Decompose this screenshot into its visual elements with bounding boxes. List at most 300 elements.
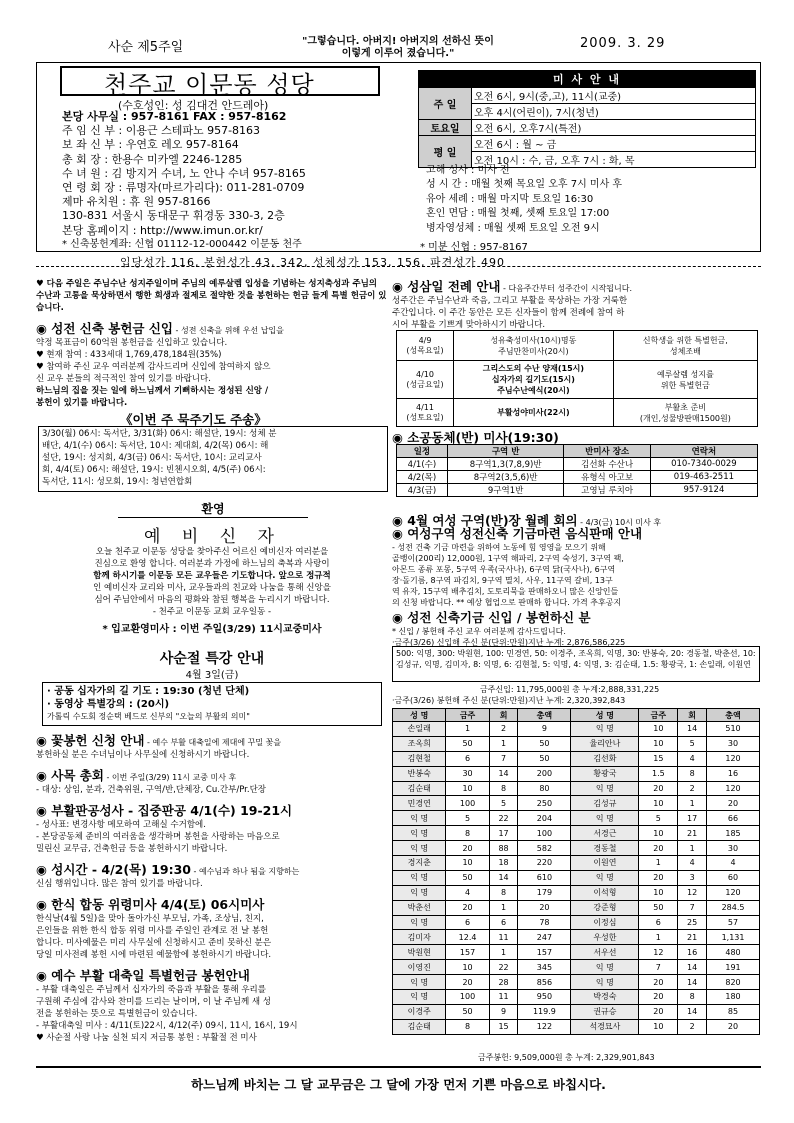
- offering-cell: 익 명: [393, 915, 446, 930]
- homepage-link[interactable]: 본당 홈페이지 : http://www.imun.or.kr/: [62, 223, 263, 237]
- offering-cell: 20: [639, 990, 678, 1005]
- offering-cell: 1: [639, 930, 678, 945]
- offering-cell: 김성규: [571, 796, 639, 811]
- offering-cell: 4: [678, 751, 707, 766]
- offering-cell: 9: [518, 722, 571, 737]
- sc-cell: 유형식 아고보: [564, 471, 650, 484]
- welcome-line: 함께 하시기를 이문동 모든 교우들은 기도합니다. 앞으로 정규적: [93, 571, 331, 581]
- sc-cell: 4/3(금): [397, 484, 448, 497]
- offering-cell: 20: [639, 1004, 678, 1019]
- sc-cell: 고영님 루치아: [564, 484, 650, 497]
- offering-cell: 345: [518, 960, 571, 975]
- table-row: [393, 826, 760, 841]
- offering-cell: 8: [678, 990, 707, 1005]
- construction-line: ♥ 참여하 주신 교우 여러분께 감사드리며 신입에 참여하지 않으: [36, 362, 271, 372]
- offering-cell: 20: [518, 900, 571, 915]
- offering-cell: 100: [446, 796, 489, 811]
- offering-header: 회: [489, 709, 518, 722]
- sc-cell: 8구역2(3,5,6)반: [447, 471, 564, 484]
- offering-cell: 강준형: [571, 900, 639, 915]
- offering-cell: 1: [678, 841, 707, 856]
- table-row: [393, 915, 760, 930]
- offering-cell: 30: [446, 766, 489, 781]
- offering-cell: 18: [489, 856, 518, 871]
- offering-cell: 50: [446, 870, 489, 885]
- offering-cell: 20: [707, 1019, 760, 1034]
- offering-cell: 10: [639, 826, 678, 841]
- offering-header: 금주: [639, 709, 678, 722]
- food-sale-line: 의 신청 바랍니다. ** 예상 협업으로 판매하 합니다. 가격 추후공지: [392, 598, 622, 607]
- offering-cell: 582: [518, 841, 571, 856]
- offering-header: 총액: [707, 709, 760, 722]
- offering-cell: 7: [639, 960, 678, 975]
- offering-cell: 손일래: [393, 722, 446, 737]
- palm-sunday-notice: ♥ 다음 주일은 주님수난 성지주일이며 주님의 예루살렘 입성을 기념하는 성지축성과 주님의 수난과 고통을 묵상하면서 행한 회생과 절제로 절약한 것을 봉헌하는 헌금 들게 특별 헌금이 있습니다.: [36, 279, 387, 313]
- offering-cell: 5: [678, 736, 707, 751]
- welcome-banner: [118, 500, 308, 547]
- food-sale-line: 장·돌기름, 8구역 파김치, 9구역 멸치, 사우, 11구역 갈비, 13구: [392, 576, 613, 585]
- table-row: [393, 856, 760, 871]
- offering-cell: 익 명: [571, 975, 639, 990]
- table-row: [393, 900, 760, 915]
- offering-cell: 204: [518, 811, 571, 826]
- footer-message: 하느님께 바치는 그 달 교무금은 그 달에 가장 먼저 기쁜 마음으로 바칩시다.: [191, 1077, 606, 1092]
- food-sale-line: - 성전 건축 기금 마련을 위하여 노동에 힘 영영을 모으기 위해: [392, 543, 606, 552]
- offering-cell: 100: [518, 826, 571, 841]
- construction-section: [36, 318, 388, 409]
- offering-cell: 익 명: [571, 781, 639, 796]
- notice-title: ◉ 한식 합동 위령미사 4/4(토) 06시미사: [36, 897, 265, 912]
- notice-title: ◉ 예수 부활 대축일 특별헌금 봉헌안내: [36, 968, 250, 983]
- offering-cell: 2: [678, 781, 707, 796]
- offering-cell: 120: [707, 751, 760, 766]
- rosary-line: 독서단, 11시: 성모회, 19시: 청년연합회: [42, 477, 193, 487]
- table-row: [397, 484, 758, 497]
- offering-title: ·금주(3/26) 봉헌해 주신 분(단위:만원)지난 누계: 2,320,392,843: [392, 696, 626, 705]
- lecture-date: 4월 3일(금): [185, 670, 239, 681]
- table-row: [393, 1004, 760, 1019]
- rosary-box: [38, 426, 388, 492]
- offering-cell: 2: [678, 1019, 707, 1034]
- mass-day: 평 일: [419, 136, 472, 168]
- food-sale-title: ◉ 여성구역 성전신축 기금마련 음식판매 안내: [392, 526, 643, 541]
- contact-line: 연 령 회 장 : 류명자(마르가리다): 011-281-0709: [62, 181, 305, 195]
- offering-cell: 185: [707, 826, 760, 841]
- offering-cell: 20: [639, 781, 678, 796]
- offering-cell: 10: [639, 796, 678, 811]
- offering-cell: 57: [707, 915, 760, 930]
- offering-cell: 익 명: [571, 722, 639, 737]
- offering-cell: 민경연: [393, 796, 446, 811]
- offering-cell: 김순태: [393, 781, 446, 796]
- notice-line: 신심 행위입니다. 많은 참여 있기를 바랍니다.: [36, 879, 203, 889]
- offering-cell: 반봉숙: [393, 766, 446, 781]
- notice-line: - 성사표: 변경사항 메모하여 고해실 수거함에.: [36, 820, 206, 830]
- welcome-text: [36, 546, 388, 635]
- offering-header: 총액: [518, 709, 571, 722]
- table-row: [393, 990, 760, 1005]
- offering-cell: 우성한: [571, 930, 639, 945]
- offering-cell: 3: [678, 870, 707, 885]
- donation-title: ◉ 성전 신축기금 신입 / 봉헌하신 분: [392, 610, 591, 625]
- offering-cell: 17: [489, 826, 518, 841]
- offering-table: [392, 708, 760, 1035]
- offering-cell: 익 명: [393, 870, 446, 885]
- offering-cell: 김순태: [393, 1019, 446, 1034]
- mass-time: 오전 6시 : 월 ~ 금: [472, 136, 756, 152]
- offering-cell: 황광국: [571, 766, 639, 781]
- lecture-line: · 공동 십자가의 길 기도 : 19:30 (청년 단체): [47, 686, 250, 697]
- offering-cell: 950: [518, 990, 571, 1005]
- notice-item: [36, 965, 388, 1044]
- sc-cell: 김선화 수산나: [564, 458, 650, 471]
- table-row: [393, 766, 760, 781]
- offering-cell: 익 명: [393, 811, 446, 826]
- offering-cell: 610: [518, 870, 571, 885]
- quote-line-1: "그렇습니다. 아버지! 아버지의 선하신 뜻이: [302, 36, 494, 47]
- women-meeting-title: ◉ 4월 여성 구역(반)장 월례 회의: [392, 513, 578, 528]
- table-row: [397, 458, 758, 471]
- offering-cell: 50: [518, 736, 571, 751]
- hw-date: 4/9 (성목요일): [397, 331, 454, 361]
- mass-time: 오전 10시 : 수, 금, 오후 7시 : 화, 목: [472, 152, 756, 168]
- contact-line: 제마 유치원 : 휴 원 957-8166: [62, 195, 211, 209]
- mass-info-line: 유아 세례 : 매월 마지막 토요일 16:30: [426, 193, 594, 205]
- holy-week-title: ◉ 성삼일 전례 안내: [392, 279, 501, 294]
- offering-cell: 석경묘사: [571, 1019, 639, 1034]
- welcome-line: 심어 주님안에서 마음의 평화와 참된 행복을 누리시기 바랍니다.: [94, 595, 330, 605]
- table-row: [393, 736, 760, 751]
- offering-cell: 익 명: [393, 826, 446, 841]
- offering-cell: 6: [489, 915, 518, 930]
- contact-line: 130-831 서울시 동대문구 휘경동 330-3, 2층: [62, 209, 285, 223]
- construction-line: 하느님의 집을 짓는 일에 하느님께서 기뻐하시는 정성된 신앙 /: [36, 386, 269, 396]
- offering-cell: 85: [707, 1004, 760, 1019]
- construction-note: - 성전 신축을 위해 우선 납입을: [173, 326, 284, 335]
- sc-cell: 8구역1,3(7,8,9)반: [447, 458, 564, 471]
- offering-cell: 191: [707, 960, 760, 975]
- table-row: [393, 811, 760, 826]
- table-row: [393, 751, 760, 766]
- offering-sum: 금주봉헌: 9,509,000원 총 누계: 2,329,901,843: [478, 1053, 655, 1062]
- holy-week-line: 성주간은 주님수난과 죽음, 그리고 부활을 묵상하는 가장 거룩한: [392, 296, 628, 306]
- offering-cell: 50: [446, 1004, 489, 1019]
- welcome-line: * 입교환영미사 : 이번 주일(3/29) 11시교중미사: [102, 624, 322, 635]
- offering-cell: 박춘선: [393, 900, 446, 915]
- offering-cell: 66: [707, 811, 760, 826]
- notice-line: - 본당공동체 준비의 여러움을 생각하며 봉헌을 사랑하는 마음으로: [36, 832, 280, 842]
- offering-cell: 22: [489, 960, 518, 975]
- mass-time: 오전 6시, 오후7시(특전): [472, 120, 756, 136]
- welcome-line: 인 예비신자 교리와 미사, 교우들과의 친교와 나눔을 통해 신앙을: [93, 583, 331, 593]
- offering-cell: 15: [639, 751, 678, 766]
- notice-note: - 이번 주일(3/29) 11시 교중 미사 후: [103, 773, 237, 782]
- offering-cell: 88: [489, 841, 518, 856]
- bulletin-date: 2009. 3. 29: [580, 36, 666, 51]
- offering-cell: 4: [707, 856, 760, 871]
- offering-cell: 180: [707, 990, 760, 1005]
- table-row: [393, 945, 760, 960]
- offering-cell: 4: [446, 885, 489, 900]
- notice-title: ◉ 사목 총회: [36, 768, 104, 783]
- notice-note: - 예수 부활 대축일에 제대에 꾸밀 꽃을: [144, 738, 282, 747]
- offering-cell: 60: [707, 870, 760, 885]
- table-row: [393, 722, 760, 737]
- offering-cell: 179: [518, 885, 571, 900]
- offering-cell: 14: [678, 975, 707, 990]
- sc-cell: 957-9124: [650, 484, 757, 497]
- offering-cell: 10: [639, 736, 678, 751]
- offering-cell: 14: [678, 1004, 707, 1019]
- offering-cell: 박원현: [393, 945, 446, 960]
- offering-cell: 10: [446, 856, 489, 871]
- offering-cell: 28: [489, 975, 518, 990]
- mass-misc: * 미분 신협 : 957-8167: [420, 242, 528, 253]
- footer-rule: [36, 1066, 761, 1068]
- notice-note: - 예수님과 하나 됨을 지향하는: [190, 867, 300, 876]
- table-row: [393, 975, 760, 990]
- parish-contact-list: [62, 110, 306, 252]
- notice-line: 봉헌하실 분은 수녀님이나 사무실에 신청하시기 바랍니다.: [36, 750, 250, 760]
- sc-header: 구역 반: [447, 445, 564, 458]
- table-row: [393, 960, 760, 975]
- offering-cell: 20: [446, 900, 489, 915]
- offering-cell: 20: [707, 796, 760, 811]
- hw-note: 부활초 준비 (개인,성물방판매1500원): [613, 399, 757, 427]
- offering-cell: 12.4: [446, 930, 489, 945]
- offering-body: [393, 722, 760, 1035]
- offering-cell: 율리안나: [571, 736, 639, 751]
- offering-cell: 서경근: [571, 826, 639, 841]
- construction-title: ◉ 성전 신축 봉헌금 신입: [36, 321, 173, 336]
- offering-cell: 이경주: [393, 1004, 446, 1019]
- offering-cell: 16: [678, 945, 707, 960]
- rosary-line: 3/30(월) 06시: 독서단, 3/31(화) 06시: 해설단, 19시: 성체 분: [42, 429, 277, 439]
- notice-title: ◉ 꽃봉헌 신청 안내: [36, 733, 145, 748]
- offering-cell: 6: [446, 751, 489, 766]
- donation-sum: 금주신입: 11,795,000원 총 누계:2,888,331,225: [480, 685, 660, 694]
- mass-info-list: [426, 164, 622, 236]
- offering-cell: 200: [518, 766, 571, 781]
- table-row: [393, 885, 760, 900]
- contact-line: 수 녀 원 : 김 방지거 수녀, 노 안나 수녀 957-8165: [62, 166, 306, 180]
- hw-note: 신학생을 위한 특별헌금, 성체조배: [613, 331, 757, 361]
- offering-cell: 856: [518, 975, 571, 990]
- offering-cell: 박경숙: [571, 990, 639, 1005]
- offering-cell: 11: [489, 930, 518, 945]
- welcome-title: 예 비 신 자: [144, 527, 282, 547]
- contact-line: 보 좌 신 부 : 우연호 레오 957-8164: [62, 138, 239, 152]
- offering-cell: 14: [678, 722, 707, 737]
- notice-line: 당일 미사전례 봉헌 시에 마련된 예물함에 봉헌하시기 바랍니다.: [36, 950, 272, 960]
- construction-line: 약정 목표금이 60억원 봉헌금을 신입하고 있습니다.: [36, 338, 228, 348]
- offering-header: 성 명: [393, 709, 446, 722]
- contact-line: 주 임 신 부 : 이용근 스테파노 957-8163: [62, 124, 261, 138]
- offering-cell: 익 명: [393, 975, 446, 990]
- holy-week-line: 주간입니다. 이 주간 동안은 모든 신자들이 함께 전례에 참여 하: [392, 308, 625, 318]
- offering-cell: 15: [489, 1019, 518, 1034]
- holy-week-line: 시어 부활을 기쁘게 맞아하시기 바랍니다.: [392, 320, 546, 330]
- offering-cell: 30: [707, 841, 760, 856]
- offering-cell: 2: [489, 722, 518, 737]
- hw-date: 4/11 (성토요일): [397, 399, 454, 427]
- sc-cell: 010-7340-0029: [650, 458, 757, 471]
- mass-info-line: 혼인 면담 : 매월 첫째, 셋째 토요일 17:00: [426, 208, 610, 220]
- offering-cell: 820: [707, 975, 760, 990]
- offering-cell: 10: [639, 885, 678, 900]
- holy-week-table: [396, 330, 758, 427]
- offering-cell: 권규승: [571, 1004, 639, 1019]
- table-row: [393, 1019, 760, 1034]
- offering-cell: 14: [678, 960, 707, 975]
- offering-cell: 25: [678, 915, 707, 930]
- table-row: [393, 796, 760, 811]
- holy-week-section: [392, 276, 762, 331]
- offering-cell: 김미자: [393, 930, 446, 945]
- notice-line: 은인들을 위한 한식 합동 위령 미사를 주일인 관계로 전 날 봉헌: [36, 926, 269, 936]
- women-meeting-note: - 4/3(금) 10시 미사 후: [577, 518, 662, 527]
- donation-line: ·금주(3/26) 신입해 주신 분(단위:만원)지난 누계: 2,876,586,225: [392, 638, 626, 647]
- offering-cell: 10: [446, 960, 489, 975]
- offering-cell: 22: [489, 811, 518, 826]
- mass-day: 토요일: [419, 120, 472, 136]
- offering-cell: 12: [678, 885, 707, 900]
- offering-cell: 120: [707, 885, 760, 900]
- offering-cell: 1: [639, 856, 678, 871]
- welcome-line: 진심으로 환영 합니다. 여러분과 가정에 하느님의 축복과 사랑이: [94, 559, 330, 569]
- offering-cell: 5: [639, 811, 678, 826]
- offering-cell: 1: [489, 945, 518, 960]
- offering-cell: 익 명: [571, 960, 639, 975]
- table-row: [397, 471, 758, 484]
- offering-cell: 8: [678, 766, 707, 781]
- notice-item: [36, 765, 388, 796]
- offering-cell: 1: [678, 796, 707, 811]
- sc-cell: 4/1(수): [397, 458, 448, 471]
- hw-note: 예루살렘 성지를 위한 특별헌금: [613, 361, 757, 399]
- offering-cell: 7: [678, 900, 707, 915]
- star-divider: [36, 266, 761, 267]
- offering-cell: 20: [446, 975, 489, 990]
- offering-cell: 이석형: [571, 885, 639, 900]
- notice-line: - 대상: 상임, 분과, 건축위원, 구역/반,단체장, Cu.간부/Pr.단장: [36, 785, 267, 795]
- offering-header: 성 명: [571, 709, 639, 722]
- notice-title: ◉ 부활판공성사 - 집중판공 4/1(수) 19-21시: [36, 803, 293, 818]
- week-label: 사순 제5주일: [108, 40, 184, 55]
- offering-cell: 익 명: [393, 841, 446, 856]
- offering-cell: 이정심: [571, 915, 639, 930]
- offering-cell: 익 명: [571, 811, 639, 826]
- offering-cell: 20: [446, 841, 489, 856]
- mass-title: 미 사 안 내: [419, 71, 756, 88]
- notice-item: [36, 730, 388, 761]
- offering-cell: 50: [639, 900, 678, 915]
- notice-line: ♥ 사순절 사랑 나눔 실천 되지 저금통 봉헌 : 부활절 전 미사: [36, 1033, 257, 1043]
- offering-cell: 21: [678, 826, 707, 841]
- mass-time: 오전 6시, 9시(중,고), 11시(교중): [472, 88, 756, 104]
- hw-rite: 그리스도의 수난 양재(15시) 십자가의 길기도(15시) 주님수난예식(20시): [454, 361, 614, 399]
- offering-cell: 7: [489, 751, 518, 766]
- sc-cell: 4/2(목): [397, 471, 448, 484]
- offering-cell: 10: [446, 781, 489, 796]
- sc-cell: 9구역1반: [447, 484, 564, 497]
- table-row: [393, 781, 760, 796]
- sc-header: 일정: [397, 445, 448, 458]
- offering-cell: 8: [446, 826, 489, 841]
- construction-line: ♥ 현재 참여 : 433세대 1,769,478,184원(35%): [36, 350, 222, 360]
- offering-cell: 서우선: [571, 945, 639, 960]
- lecture-box: [42, 682, 382, 726]
- offering-cell: 20: [639, 870, 678, 885]
- offering-cell: 100: [446, 990, 489, 1005]
- offering-cell: 10: [639, 1019, 678, 1034]
- notice-line: 밀린신 교무금, 건축헌금 등을 봉헌하시기 바랍니다.: [36, 844, 228, 854]
- offering-cell: 78: [518, 915, 571, 930]
- food-sale-line: 아몬드 종류 포몽, 5구역 우족(국사나), 6구역 닭(국사나), 6구역: [392, 565, 616, 574]
- offering-cell: 14: [489, 766, 518, 781]
- offering-cell: 17: [678, 811, 707, 826]
- parish-patron: (수호성인: 성 김대건 안드레아): [118, 99, 269, 112]
- hw-date: 4/10 (성금요일): [397, 361, 454, 399]
- offering-cell: 50: [518, 751, 571, 766]
- notice-line: 한식날(4월 5일)을 맞아 돌아가신 부모님, 가족, 조상님, 친지,: [36, 914, 264, 924]
- offering-cell: 120: [707, 781, 760, 796]
- welcome-line: 오늘 천주교 이문동 성당을 찾아주신 어르신 예비신자 여러분을: [95, 547, 329, 557]
- offering-cell: 5: [489, 796, 518, 811]
- offering-cell: 1: [489, 900, 518, 915]
- offering-cell: 9: [489, 1004, 518, 1019]
- offering-cell: 익 명: [571, 870, 639, 885]
- notice-line: - 부활대축일 미사 : 4/11(토)22시, 4/12(주) 09시, 11시, 16시, 19시: [36, 1021, 298, 1031]
- rosary-line: 회, 4/4(토) 06시: 해설단, 19시: 빈첸시오회, 4/5(주) 06시:: [42, 465, 266, 475]
- offering-cell: 11: [489, 990, 518, 1005]
- offering-cell: 김현철: [393, 751, 446, 766]
- offering-cell: 익 명: [393, 885, 446, 900]
- offering-cell: 119.9: [518, 1004, 571, 1019]
- notice-line: 구원해 주심에 감사와 찬미를 드리는 날이며, 이 날 주님께 새 성: [36, 997, 271, 1007]
- offering-cell: 250: [518, 796, 571, 811]
- offering-header: 금주: [446, 709, 489, 722]
- table-row: [393, 930, 760, 945]
- parish-name: 천주교 이문동 성당: [104, 71, 315, 99]
- small-community-table: [396, 444, 758, 497]
- offering-cell: 이영진: [393, 960, 446, 975]
- offering-cell: 1: [489, 736, 518, 751]
- donation-section: [392, 608, 762, 648]
- notice-list: [36, 730, 388, 1044]
- offering-cell: 8: [446, 1019, 489, 1034]
- table-row: [393, 841, 760, 856]
- offering-cell: 20: [639, 975, 678, 990]
- welcome-small: 환영: [118, 500, 308, 518]
- offering-cell: 1,131: [707, 930, 760, 945]
- sc-header: 연락처: [650, 445, 757, 458]
- offering-cell: 10: [639, 722, 678, 737]
- sc-cell: 019-463-2511: [650, 471, 757, 484]
- offering-cell: 이원연: [571, 856, 639, 871]
- offering-cell: 1.5: [639, 766, 678, 781]
- welcome-line: - 천주교 이문동 교회 교우일동 -: [152, 607, 272, 617]
- rosary-line: 배단, 4/1(수) 06시: 독서단, 10시: 제대회, 4/2(목) 06시: 해: [42, 441, 269, 451]
- offering-cell: 4: [678, 856, 707, 871]
- offering-cell: 220: [518, 856, 571, 871]
- offering-cell: 30: [707, 736, 760, 751]
- lecture-line: · 동영상 특별강의 : (20시): [47, 699, 170, 710]
- construction-line: 봉헌이 있기를 바랍니다.: [36, 398, 128, 408]
- offering-cell: 247: [518, 930, 571, 945]
- offering-header: 회: [678, 709, 707, 722]
- notice-title: ◉ 성시간 - 4/2(목) 19:30: [36, 862, 191, 877]
